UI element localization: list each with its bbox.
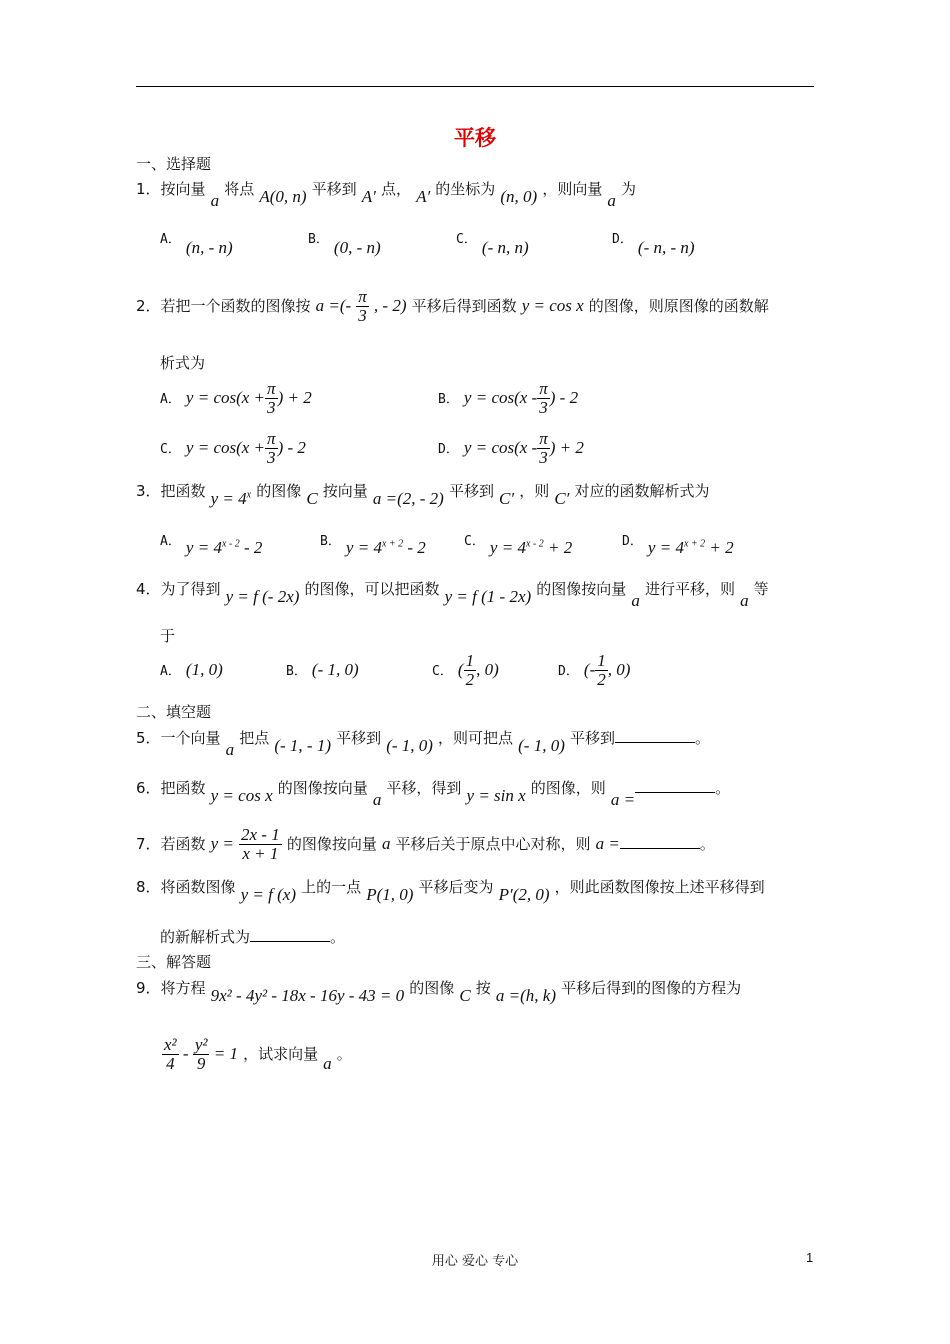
q3-text: ，则 xyxy=(519,482,550,500)
option-label: C． xyxy=(160,441,181,457)
q3-option-a xyxy=(160,530,263,557)
q4-math: a xyxy=(740,591,749,610)
option-label: B． xyxy=(286,664,307,679)
section-heading-choice: 一、选择题 xyxy=(136,155,212,173)
option-value: , 0) xyxy=(607,659,631,679)
numerator: π xyxy=(539,379,548,398)
q7-math: a = xyxy=(595,833,620,853)
q9-math: a xyxy=(323,1053,332,1073)
fraction xyxy=(265,430,278,467)
base: y = 4 xyxy=(345,538,382,557)
denominator: 3 xyxy=(539,447,548,467)
q9-text: 。 xyxy=(336,1044,352,1063)
exponent: x + 2 xyxy=(381,538,404,550)
option-label: A． xyxy=(160,664,181,679)
q2-option-d xyxy=(438,430,584,467)
option-label: A． xyxy=(160,534,181,549)
option-value: (- n, - n) xyxy=(637,238,695,257)
option-value: ) + 2 xyxy=(277,387,312,407)
q3-text: 平移到 xyxy=(448,482,494,500)
q8-math: y = f (x) xyxy=(240,885,296,904)
q5-text: 5．一个向量 xyxy=(136,729,221,747)
q9-text: 9．将方程 xyxy=(136,979,206,997)
q1-text: 点， xyxy=(380,180,411,198)
q5-text: 把点 xyxy=(239,729,270,747)
q3-text: 按向量 xyxy=(322,482,368,500)
q6-math: a = xyxy=(610,790,636,809)
q8-math: P′(2, 0) xyxy=(498,885,550,904)
option-label: D． xyxy=(622,534,643,549)
q4-option-a xyxy=(160,660,223,680)
q1-math: A′ xyxy=(361,187,376,206)
option-value: y = cos(x + xyxy=(185,387,266,407)
q1-math: a xyxy=(607,191,616,210)
option-value xyxy=(490,538,572,557)
q3-option-c xyxy=(464,530,573,557)
q4-option-b xyxy=(286,660,359,680)
option-value: (0, - n) xyxy=(333,238,381,257)
q4-option-c xyxy=(432,652,499,689)
q5-text: 。 xyxy=(694,729,710,747)
option-label: C． xyxy=(432,663,453,679)
q6-text: 的图像按向量 xyxy=(277,779,368,797)
q5-math: (- 1, - 1) xyxy=(274,736,331,755)
q1-option-d xyxy=(612,228,695,257)
base: y = 4 xyxy=(210,489,247,508)
numerator: x² xyxy=(164,1035,177,1054)
q9-math: C xyxy=(459,986,471,1005)
option-label: D． xyxy=(558,663,579,679)
option-value: y = cos(x + xyxy=(185,437,266,457)
q5-math: a xyxy=(225,740,235,759)
q2-math: y = cos x xyxy=(521,295,584,315)
option-label: C． xyxy=(456,232,477,247)
q1-option-b xyxy=(308,228,381,257)
header-rule xyxy=(136,86,814,87)
q4-math: a xyxy=(631,591,640,610)
numerator: 1 xyxy=(597,651,606,670)
option-value: ) - 2 xyxy=(549,387,579,407)
question-2 xyxy=(136,288,769,325)
q6-math: a xyxy=(372,790,382,809)
answer-blank[interactable] xyxy=(635,778,715,793)
fraction xyxy=(537,380,550,417)
option-label: A． xyxy=(160,232,181,247)
q5-math: (- 1, 0) xyxy=(386,736,433,755)
question-4 xyxy=(136,578,769,610)
q3-math: C′ xyxy=(554,489,570,508)
q2-continuation: 析式为 xyxy=(160,354,206,372)
q1-text: 将点 xyxy=(224,180,255,198)
base: y = 4 xyxy=(489,538,526,557)
q1-math: A′ xyxy=(416,187,431,206)
q7-text: 的图像按向量 xyxy=(286,834,377,853)
option-value: (- xyxy=(583,659,596,679)
numerator: 2x - 1 xyxy=(241,825,280,844)
q6-math: y = sin x xyxy=(466,786,526,805)
denominator: 3 xyxy=(267,397,276,417)
q8-text: 上的一点 xyxy=(301,878,362,896)
q3-text: 对应的函数解析式为 xyxy=(574,482,710,500)
q1-text: 的坐标为 xyxy=(435,180,496,198)
q3-math xyxy=(211,489,251,508)
option-value: (- 1, 0) xyxy=(311,660,359,679)
numerator: π xyxy=(358,287,367,306)
option-value xyxy=(648,538,734,557)
q5-text: 平移到 xyxy=(569,729,615,747)
option-label: D． xyxy=(438,441,459,457)
option-label: D． xyxy=(612,232,633,247)
option-label: C． xyxy=(464,534,485,549)
q2-option-b xyxy=(438,380,578,417)
q7-math: y = xyxy=(210,833,234,853)
denominator: 2 xyxy=(465,669,475,689)
page-footer: 用心 爱心 专心 xyxy=(431,1254,519,1269)
q8-continuation xyxy=(160,926,345,947)
q9-continuation xyxy=(162,1036,352,1073)
q2-fraction xyxy=(356,288,369,325)
question-3 xyxy=(136,480,710,508)
option-label: B． xyxy=(308,232,329,247)
fraction xyxy=(265,380,278,417)
section-heading-solve: 三、解答题 xyxy=(136,953,212,971)
q7-fraction xyxy=(239,826,282,863)
q8-text: 。 xyxy=(330,928,346,946)
q1-text: 为 xyxy=(621,180,637,198)
q8-text: 平移后变为 xyxy=(418,878,494,896)
option-value xyxy=(346,538,426,557)
q4-text: 的图像按向量 xyxy=(536,580,627,598)
q5-text: 平移到 xyxy=(336,729,382,747)
q6-text: 。 xyxy=(715,779,731,797)
option-value: , 0) xyxy=(476,659,499,679)
numerator: π xyxy=(539,429,548,448)
q7-text: 。 xyxy=(699,834,715,853)
option-label: B． xyxy=(320,534,341,549)
tail: - 2 xyxy=(403,538,426,557)
numerator: π xyxy=(267,429,276,448)
page-title: 平移 xyxy=(454,126,496,150)
fraction xyxy=(537,430,550,467)
option-value: (n, - n) xyxy=(185,238,233,257)
exponent: x + 2 xyxy=(683,538,706,550)
q1-math: A(0, n) xyxy=(259,187,307,206)
question-5 xyxy=(136,727,710,759)
fraction xyxy=(464,652,477,689)
base: y = 4 xyxy=(647,538,684,557)
option-value: y = cos(x - xyxy=(463,387,538,407)
option-value: (- n, n) xyxy=(481,238,529,257)
q3-math: a =(2, - 2) xyxy=(372,489,444,508)
fraction xyxy=(595,652,608,689)
q2-option-a xyxy=(160,380,312,417)
q2-text: 的图像，则原图像的函数解 xyxy=(588,296,769,315)
numerator: π xyxy=(267,379,276,398)
q3-math: C′ xyxy=(499,489,515,508)
section-heading-fill: 二、填空题 xyxy=(136,703,212,721)
tail: + 2 xyxy=(705,538,734,557)
option-value: ( xyxy=(457,659,464,679)
denominator: 3 xyxy=(267,447,276,467)
option-value: ) + 2 xyxy=(549,437,584,457)
denominator: 9 xyxy=(196,1053,206,1073)
q7-text: 平移后关于原点中心对称，则 xyxy=(395,834,591,853)
q4-text: 等 xyxy=(753,580,769,598)
question-8 xyxy=(136,876,765,904)
q3-math: C xyxy=(306,489,318,508)
question-1 xyxy=(136,178,637,210)
q6-text: 6．把函数 xyxy=(136,779,206,797)
option-value: ) - 2 xyxy=(277,437,306,457)
page-number: 1 xyxy=(806,1250,814,1265)
q9-math: - xyxy=(178,1043,193,1063)
q6-math: y = cos x xyxy=(210,786,273,805)
q9-math: a =(h, k) xyxy=(495,986,556,1005)
q8-text: ，则此函数图像按上述平移得到 xyxy=(554,878,765,896)
q1-option-a xyxy=(160,228,233,257)
option-value xyxy=(186,538,262,557)
denominator: x + 1 xyxy=(242,843,279,863)
question-7 xyxy=(136,826,715,863)
q4-text: 进行平移，则 xyxy=(644,580,735,598)
q2-math: , - 2) xyxy=(373,295,407,315)
q9-fraction-x xyxy=(162,1036,179,1073)
q1-text: 平移到 xyxy=(311,180,357,198)
q5-math: (- 1, 0) xyxy=(518,736,565,755)
q1-text: ，则向量 xyxy=(542,180,603,198)
q9-text: 按 xyxy=(475,979,491,997)
q3-text: 的图像 xyxy=(256,482,302,500)
q4-text: 的图像，可以把函数 xyxy=(304,580,440,598)
numerator: 1 xyxy=(465,651,475,670)
denominator: 3 xyxy=(358,305,367,325)
q9-math: 9x² - 4y² - 18x - 16y - 43 = 0 xyxy=(210,986,405,1005)
q7-math: a xyxy=(381,833,391,853)
q4-math: y = f (- 2x) xyxy=(225,587,300,606)
tail: + 2 xyxy=(543,538,573,557)
answer-blank[interactable] xyxy=(615,728,695,743)
q2-text: 2．若把一个函数的图像按 xyxy=(136,296,311,315)
q7-text: 7．若函数 xyxy=(136,834,206,853)
q9-text: ，试求向量 xyxy=(243,1044,319,1063)
q9-math: = 1 xyxy=(209,1043,238,1063)
q4-option-d xyxy=(558,652,630,689)
exponent: x - 2 xyxy=(525,538,544,550)
exponent: x xyxy=(246,489,252,501)
q9-fraction-y xyxy=(193,1036,210,1073)
q5-text: ，则可把点 xyxy=(438,729,514,747)
q8-text: 8．将函数图像 xyxy=(136,878,236,896)
q1-text: 1．按向量 xyxy=(136,180,206,198)
option-label: A． xyxy=(160,391,181,407)
question-9 xyxy=(136,977,742,1005)
exponent: x - 2 xyxy=(221,538,240,550)
question-6 xyxy=(136,777,731,809)
option-label: B． xyxy=(438,391,459,407)
q3-option-d xyxy=(622,530,734,557)
q8-text: 的新解析式为 xyxy=(160,928,251,946)
q8-math: P(1, 0) xyxy=(366,885,414,904)
option-value: y = cos(x - xyxy=(463,437,538,457)
q2-option-c xyxy=(160,430,306,467)
denominator: 4 xyxy=(166,1053,175,1073)
q4-continuation: 于 xyxy=(160,627,176,645)
q9-text: 平移后得到的图像的方程为 xyxy=(561,979,742,997)
q2-text: 平移后得到函数 xyxy=(411,296,517,315)
q4-math: y = f (1 - 2x) xyxy=(444,587,532,606)
base: y = 4 xyxy=(185,538,222,557)
q1-math: a xyxy=(210,191,220,210)
q6-text: 平移，得到 xyxy=(386,779,462,797)
q4-text: 4．为了得到 xyxy=(136,580,221,598)
q1-option-c xyxy=(456,228,529,257)
numerator: y² xyxy=(194,1035,208,1054)
tail: - 2 xyxy=(239,538,263,557)
q2-math: a =(- xyxy=(315,295,352,315)
denominator: 3 xyxy=(539,397,548,417)
q1-math: (n, 0) xyxy=(500,187,538,206)
answer-blank[interactable] xyxy=(620,834,700,849)
q3-text: 3．把函数 xyxy=(136,482,206,500)
answer-blank[interactable] xyxy=(250,927,330,942)
option-value: (1, 0) xyxy=(185,660,223,679)
q9-text: 的图像 xyxy=(409,979,455,997)
q3-option-b xyxy=(320,530,426,557)
q6-text: 的图像，则 xyxy=(530,779,606,797)
denominator: 2 xyxy=(597,669,606,689)
